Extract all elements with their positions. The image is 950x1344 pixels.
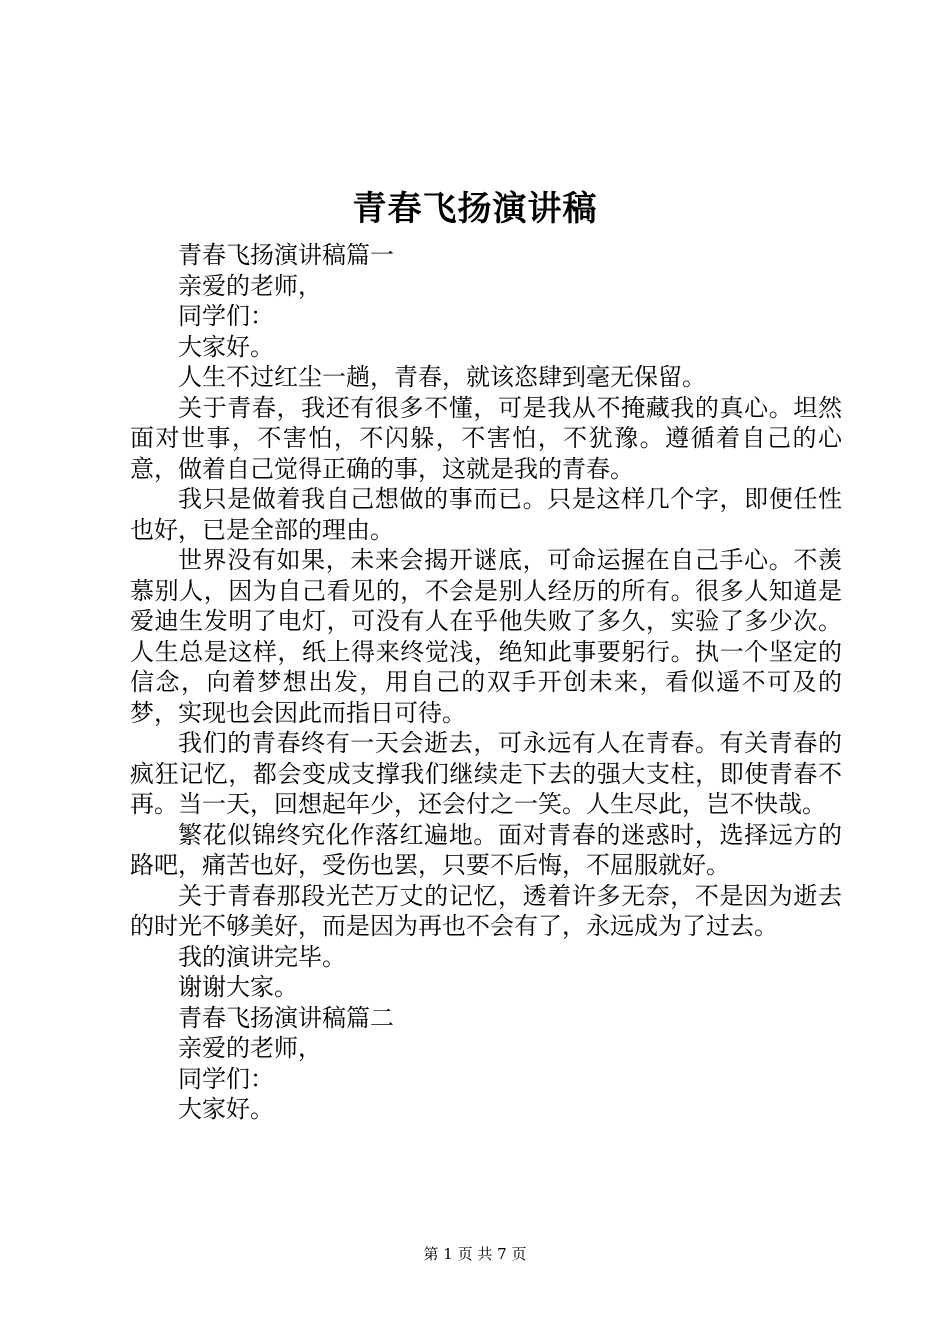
paragraph: 谢谢大家。 xyxy=(178,973,298,1001)
paragraph: 大家好。 xyxy=(178,1095,274,1123)
document-title: 青春飞扬演讲稿 xyxy=(352,189,598,229)
paragraph: 关于青春那段光芒万丈的记忆，透着许多无奈，不是因为逝去的时光不够美好，而是因为再也不会有了，永远成为了过去。 xyxy=(130,881,842,940)
paragraph: 关于青春，我还有很多不懂，可是我从不掩藏我的真心。坦然面对世事，不害怕，不闪躲，不害怕，不犹豫。遵循着自己的心意，做着自己觉得正确的事，这就是我的青春。 xyxy=(130,393,842,483)
paragraph: 亲爱的老师， xyxy=(178,271,322,300)
paragraph: 繁花似锦终究化作落红遍地。面对青春的迷惑时，选择远方的路吧，痛苦也好，受伤也罢，只要不后悔，不屈服就好。 xyxy=(130,820,842,879)
paragraph: 世界没有如果，未来会揭开谜底，可命运握在自己手心。不羡慕别人，因为自己看见的，不会是别人经历的所有。很多人知道是爱迪生发明了电灯，可没有人在乎他失败了多久，实验了多少次。人生总是这样，纸上得来终觉浅，绝知此事要躬行。执一个坚定的信念，向着梦想出发，用自己的双手开创未来，看似遥不可及的梦，实现也会因此而指日可待。 xyxy=(130,546,842,727)
paragraph: 人生不过红尘一趟，青春，就该恣肆到毫无保留。 xyxy=(178,363,706,391)
paragraph: 我们的青春终有一天会逝去，可永远有人在青春。有关青春的疯狂记忆，都会变成支撑我们继续走下去的强大支柱，即使青春不再。当一天，回想起年少，还会付之一笑。人生尽此，岂不快哉。 xyxy=(130,729,842,818)
document-body xyxy=(130,240,842,1125)
paragraph: 同学们： xyxy=(178,1064,274,1093)
paragraph: 亲爱的老师， xyxy=(178,1034,322,1062)
paragraph: 我只是做着我自己想做的事而已。只是这样几个字，即便任性也好，已是全部的理由。 xyxy=(130,485,842,544)
paragraph: 青春飞扬演讲稿篇一 xyxy=(178,241,394,269)
paragraph: 同学们： xyxy=(178,302,274,330)
paragraph: 我的演讲完毕。 xyxy=(178,942,346,971)
paragraph: 大家好。 xyxy=(178,332,274,361)
page-number-footer: 第 1 页 共 7 页 xyxy=(423,1245,527,1263)
paragraph: 青春飞扬演讲稿篇二 xyxy=(178,1003,394,1032)
